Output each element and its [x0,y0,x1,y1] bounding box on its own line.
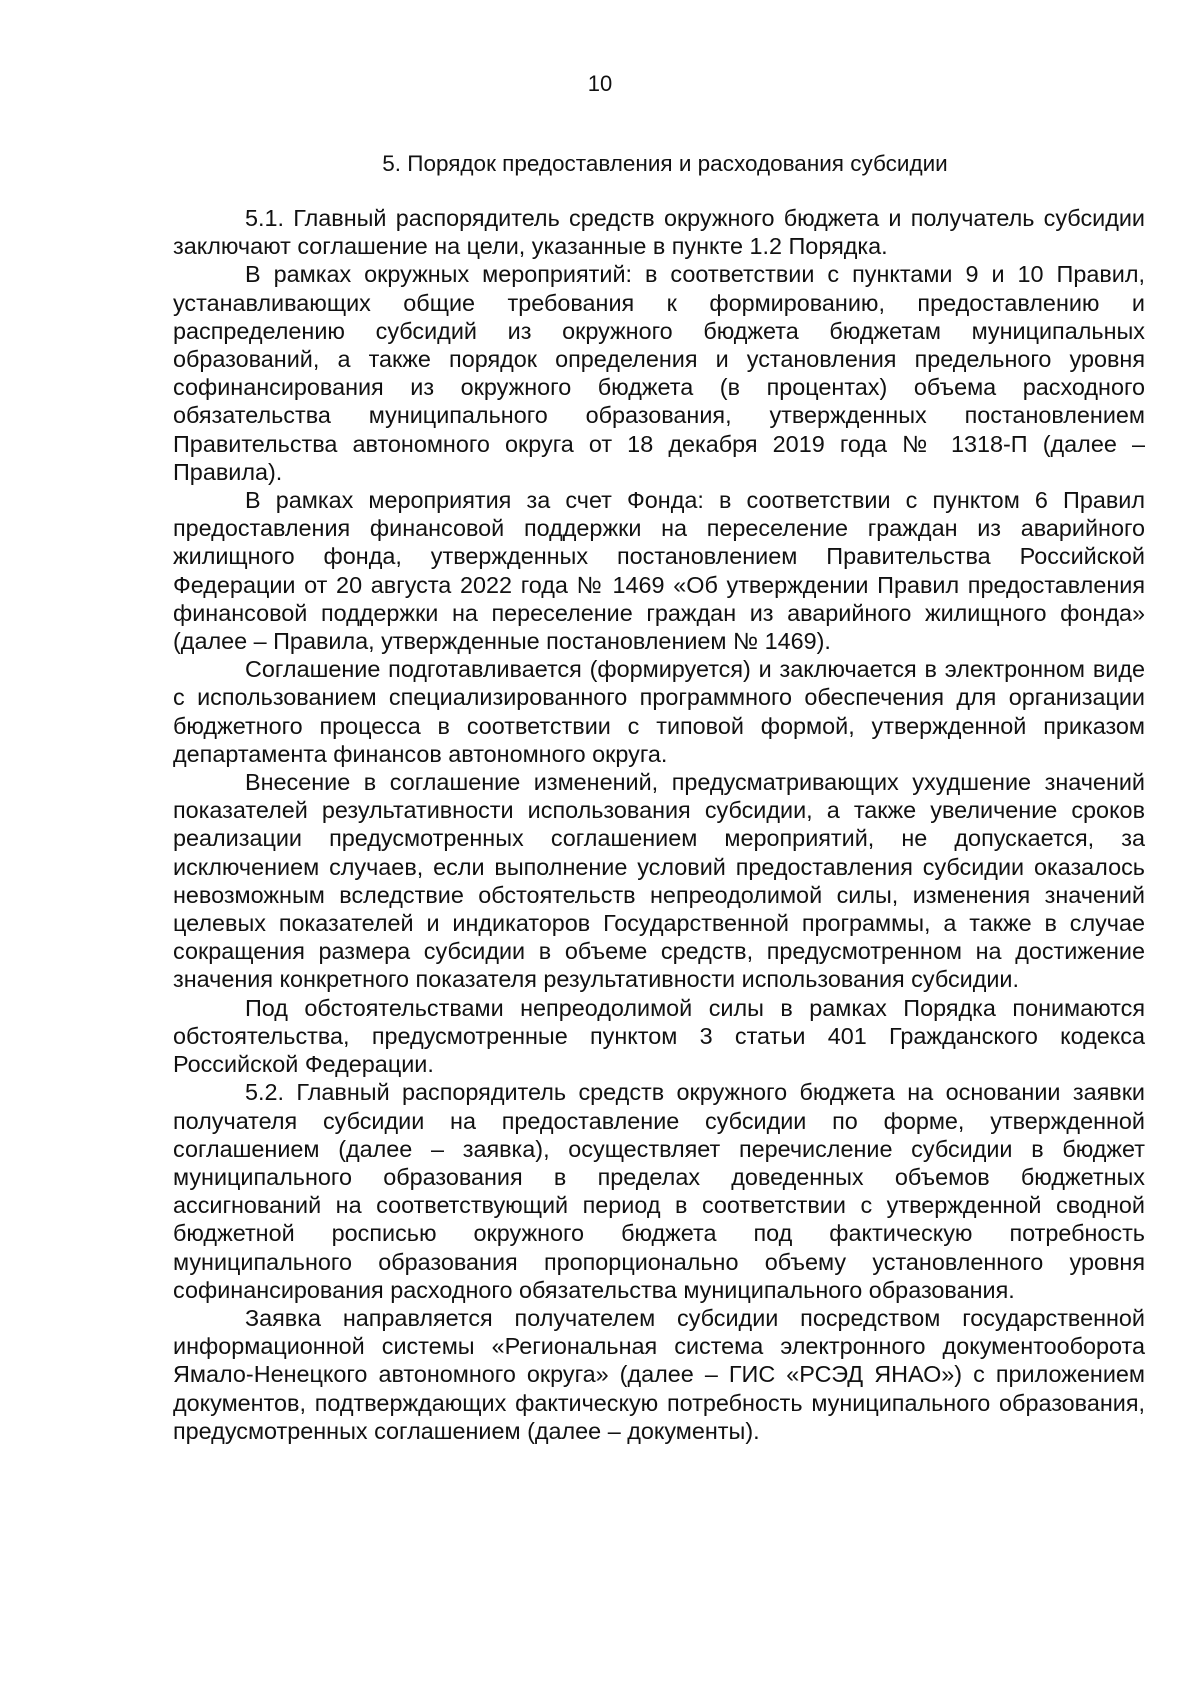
paragraph-district-events: В рамках окружных мероприятий: в соответствии с пунктами 9 и 10 Правил, устанавливающих общие требования к формированию, предоставлению и распределению субсидий из окружного бюджета бюджетам муниципальных образований, а также порядок определения и установления предельного уровня софинансирования из окружного бюджета (в процентах) объема расходного обязательства муниципального образования, утвержденных постановлением Правительства автономного округа от 18 декабря 2019 года № 1318-П (далее – Правила). [173,261,1145,485]
page-number: 10 [587,71,613,96]
paragraph-agreement-preparation: Соглашение подготавливается (формируется) и заключается в электронном виде с использованием специализированного программного обеспечения для организации бюджетного процесса в соответствии с типовой формой, утвержденной приказом департамента финансов автономного округа. [173,656,1145,767]
paragraph-5-2: 5.2. Главный распорядитель средств окружного бюджета на основании заявки получателя субсидии на предоставление субсидии по форме, утвержденной соглашением (далее – заявка), осуществляет перечисление субсидии в бюджет муниципального образования в пределах доведенных объемов бюджетных ассигнований на соответствующий период в соответствии с утвержденной сводной бюджетной росписью окружного бюджета под фактическую потребность муниципального образования пропорционально объему установленного уровня софинансирования расходного обязательства муниципального образования. [173,1079,1145,1303]
section-title: 5. Порядок предоставления и расходования субсидии [382,151,948,176]
paragraph-fund-event: В рамках мероприятия за счет Фонда: в соответствии с пунктом 6 Правил предоставления финансовой поддержки на переселение граждан из аварийного жилищного фонда, утвержденных постановлением Правительства Российской Федерации от 20 августа 2022 года № 1469 «Об утверждении Правил предоставления финансовой поддержки на переселение граждан из аварийного жилищного фонда» (далее – Правила, утвержденные постановлением № 1469). [173,487,1145,655]
paragraph-force-majeure: Под обстоятельствами непреодолимой силы в рамках Порядка понимаются обстоятельства, предусмотренные пунктом 3 статьи 401 Гражданского кодекса Российской Федерации. [173,994,1145,1078]
paragraph-agreement-changes: Внесение в соглашение изменений, предусматривающих ухудшение значений показателей результативности использования субсидии, а также увеличение сроков реализации предусмотренных соглашением мероприятий, не допускается, за исключением случаев, если выполнение условий предоставления субсидии оказалось невозможным вследствие обстоятельств непреодолимой силы, изменения значений целевых показателей и индикаторов Государственной программы, а также в случае сокращения размера субсидии в объеме средств, предусмотренном на достижение значения конкретного показателя результативности использования субсидии. [173,769,1145,993]
paragraph-application-submission: Заявка направляется получателем субсидии посредством государственной информационной системы «Региональная система электронного документооборота Ямало-Ненецкого автономного округа» (далее – ГИС «РСЭД ЯНАО») с приложением документов, подтверждающих фактическую потребность муниципального образования, предусмотренных соглашением (далее – документы). [173,1304,1145,1444]
paragraph-5-1: 5.1. Главный распорядитель средств окружного бюджета и получатель субсидии заключают соглашение на цели, указанные в пункте 1.2 Порядка. [173,205,1145,260]
document-body [173,204,1145,1445]
